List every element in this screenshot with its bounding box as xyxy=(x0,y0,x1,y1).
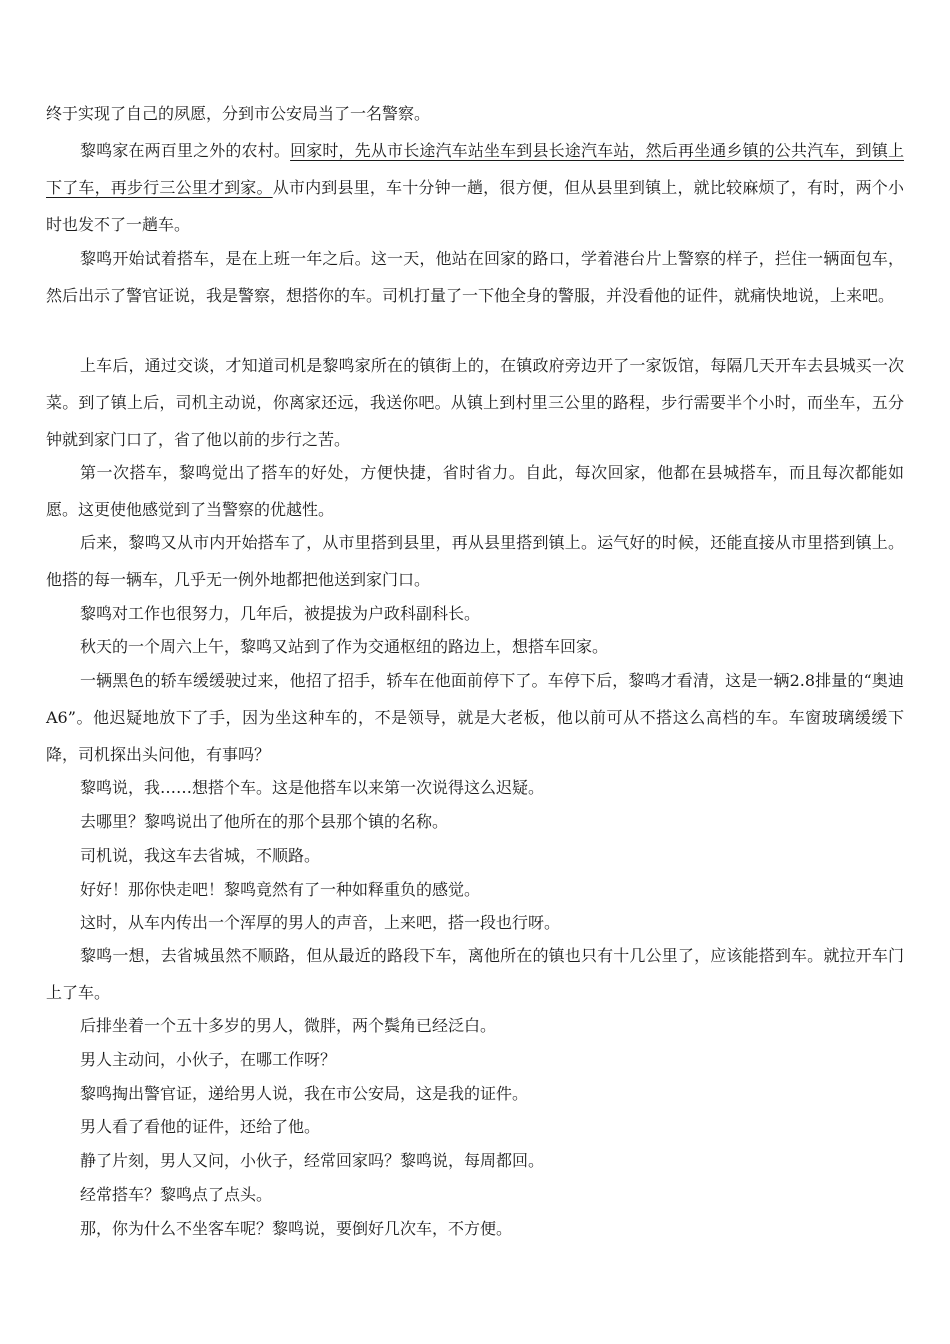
paragraph-6: 后来，黎鸣又从市内开始搭车了，从市里搭到县里，再从县里搭到镇上。运气好的时候，还能直接从市里搭到镇上。他搭的每一辆车，几乎无一例外地都把他送到家门口。 xyxy=(46,533,904,589)
paragraph-4: 上车后，通过交谈，才知道司机是黎鸣家所在的镇街上的，在镇政府旁边开了一家饭馆，每隔几天开车去县城买一次菜。到了镇上后，司机主动说，你离家还远，我送你吧。从镇上到村里三公里的路程，步行需要半个小时，而坐车，五分钟就到家门口了，省了他以前的步行之苦。 xyxy=(46,356,904,449)
paragraph-5: 第一次搭车，黎鸣觉出了搭车的好处，方便快捷，省时省力。自此，每次回家，他都在县城搭车，而且每次都能如愿。这更使他感觉到了当警察的优越性。 xyxy=(46,463,904,519)
paragraph-3: 黎鸣开始试着搭车，是在上班一年之后。这一天，他站在回家的路口，学着港台片上警察的样子，拦住一辆面包车，然后出示了警官证说，我是警察，想搭你的车。司机打量了一下他全身的警服，并没看他的证件，就痛快地说，上来吧。 xyxy=(46,249,904,305)
paragraph-11: 去哪里？黎鸣说出了他所在的那个县那个镇的名称。 xyxy=(80,812,449,831)
paragraph-8: 秋天的一个周六上午，黎鸣又站到了作为交通枢纽的路边上，想搭车回家。 xyxy=(80,637,609,656)
underlined-passage: 回家时，先从市长途汽车站坐车到县长途汽车站，然后再坐通乡镇的公共汽车，到镇上下了车，再步行三公里才到家。 xyxy=(46,141,904,197)
paragraph-13: 好好！那你快走吧！黎鸣竟然有了一种如释重负的感觉。 xyxy=(80,880,481,899)
paragraph-20: 静了片刻，男人又问，小伙子，经常回家吗？黎鸣说，每周都回。 xyxy=(80,1151,545,1170)
paragraph-1: 终于实现了自己的夙愿，分到市公安局当了一名警察。 xyxy=(46,104,431,123)
paragraph-18: 黎鸣掏出警官证，递给男人说，我在市公安局，这是我的证件。 xyxy=(80,1084,529,1103)
paragraph-9: 一辆黑色的轿车缓缓驶过来，他招了招手，轿车在他面前停下了。车停下后，黎鸣才看清，这是一辆2.8排量的“奥迪A6”。他迟疑地放下了手，因为坐这种车的，不是领导，就是大老板，他以前可从不搭这么高档的车。车窗玻璃缓缓下降，司机探出头问他，有事吗？ xyxy=(46,671,904,764)
paragraph-21: 经常搭车？黎鸣点了点头。 xyxy=(80,1185,273,1204)
paragraph-10: 黎鸣说，我……想搭个车。这是他搭车以来第一次说得这么迟疑。 xyxy=(80,778,545,797)
paragraph-2 xyxy=(46,132,904,243)
paragraph-14: 这时，从车内传出一个浑厚的男人的声音，上来吧，搭一段也行呀。 xyxy=(80,913,561,932)
paragraph-7: 黎鸣对工作也很努力，几年后，被提拔为户政科副科长。 xyxy=(80,604,481,623)
paragraph-12: 司机说，我这车去省城，不顺路。 xyxy=(80,846,321,865)
paragraph-22: 那，你为什么不坐客车呢？黎鸣说，要倒好几次车，不方便。 xyxy=(80,1219,513,1238)
paragraph-17: 男人主动问，小伙子，在哪工作呀？ xyxy=(80,1050,337,1069)
paragraph-19: 男人看了看他的证件，还给了他。 xyxy=(80,1117,321,1136)
paragraph-2-tail: 从市内到县里，车十分钟一趟，很方便，但从县里到镇上，就比较麻烦了，有时，两个小时也发不了一趟车。 xyxy=(46,178,904,234)
paragraph-16: 后排坐着一个五十多岁的男人，微胖，两个鬓角已经泛白。 xyxy=(80,1016,497,1035)
paragraph-15: 黎鸣一想，去省城虽然不顺路，但从最近的路段下车，离他所在的镇也只有十几公里了，应该能搭到车。就拉开车门上了车。 xyxy=(46,946,904,1002)
paragraph-2-lead: 黎鸣家在两百里之外的农村。 xyxy=(80,141,291,160)
